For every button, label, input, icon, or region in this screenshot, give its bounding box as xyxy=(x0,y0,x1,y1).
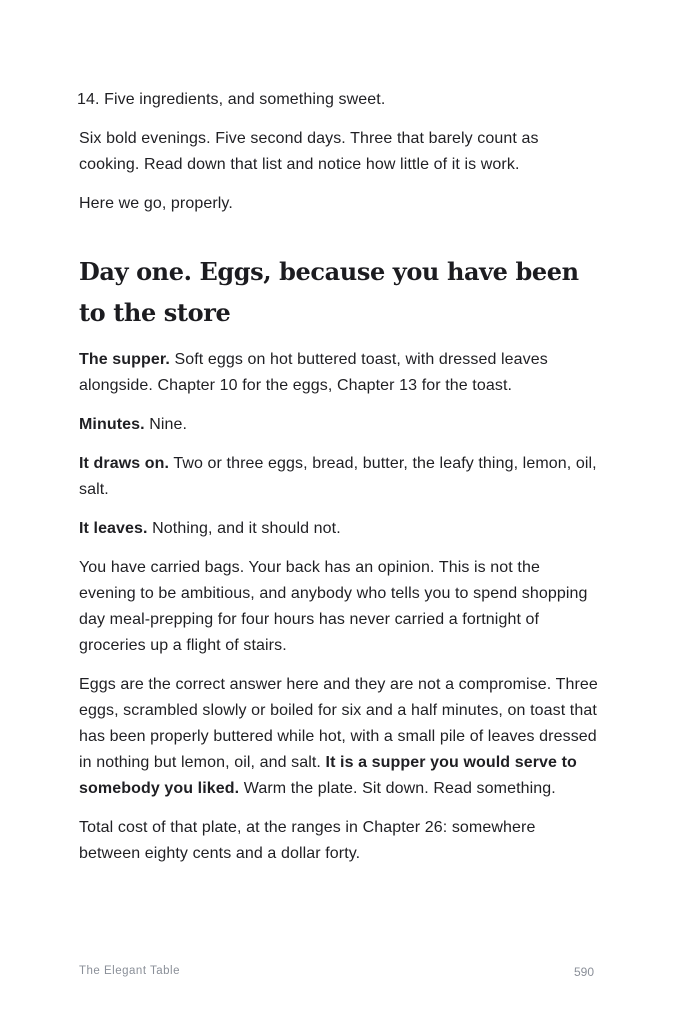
minutes-label: Minutes. xyxy=(79,416,145,433)
minutes-text: Nine. xyxy=(144,416,188,433)
list-item: 14. Five ingredients, and something sweet. xyxy=(77,91,386,108)
eggs-paragraph xyxy=(79,672,599,802)
eggs-text-after: Warm the plate. Sit down. Read something. xyxy=(239,780,556,797)
body-paragraph: You have carried bags. Your back has an opinion. This is not the evening to be ambitious, and anybody who tells you to spend shopping day meal-prepping for four hours has never carried a fortnight of groceries up a flight of stairs. xyxy=(79,559,588,654)
eggs-text-before: Eggs are the correct answer here and they are not a compromise. Three eggs, scrambled slowly or boiled for six and a half minutes, on toast that has been properly buttered while hot, with a small pile of leaves dressed in nothing but lemon, oil, and salt. xyxy=(79,676,598,771)
footer-book-title: The Elegant Table xyxy=(79,965,180,977)
supper-label: The supper. xyxy=(79,351,170,368)
supper-field xyxy=(79,347,599,399)
eggs-emphasis: It is a supper you would serve to somebody you liked. xyxy=(79,754,577,797)
draws-on-text: Two or three eggs, bread, butter, the leafy thing, lemon, oil, salt. xyxy=(79,455,597,498)
leaves-label: It leaves. xyxy=(79,520,148,537)
page-body xyxy=(79,87,599,880)
supper-text: Soft eggs on hot buttered toast, with dressed leaves alongside. Chapter 10 for the eggs, Chapter 13 for the toast. xyxy=(79,351,548,394)
minutes-field xyxy=(79,412,599,438)
section-heading: Day one. Eggs, because you have been to the store xyxy=(79,257,579,327)
draws-on-field xyxy=(79,451,599,503)
leaves-field xyxy=(79,516,599,542)
leaves-text: Nothing, and it should not. xyxy=(147,520,341,537)
footer-page-number: 590 xyxy=(573,965,594,979)
intro-summary: Six bold evenings. Five second days. Three that barely count as cooking. Read down that list and notice how little of it is work. xyxy=(79,130,539,173)
cost-paragraph: Total cost of that plate, at the ranges in Chapter 26: somewhere between eighty cents and a dollar forty. xyxy=(79,819,536,862)
intro-go: Here we go, properly. xyxy=(79,195,233,212)
draws-on-label: It draws on. xyxy=(79,455,170,472)
